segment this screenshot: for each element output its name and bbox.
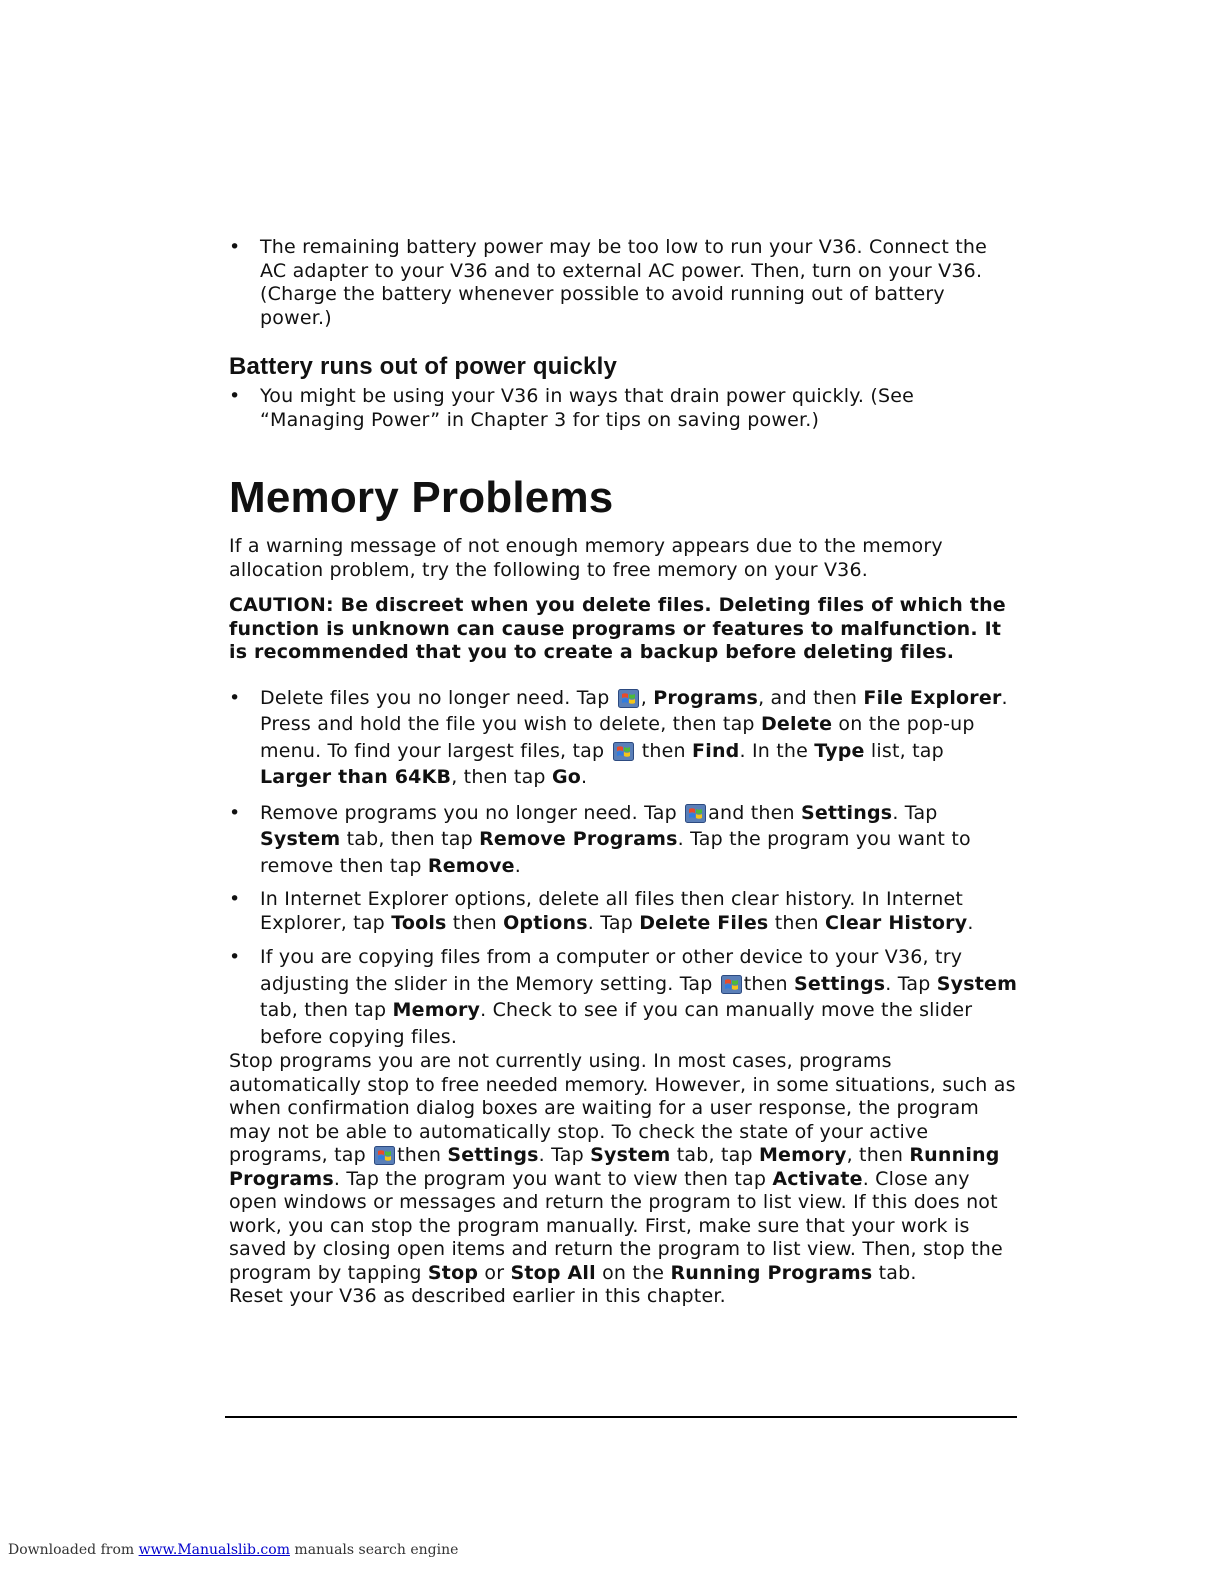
bullet-text: The remaining battery power may be too low to run your V36. Connect the AC adapter to your V36 and to external AC power. Then, turn on your V36. (Charge the battery whenever possible to avoid running out of battery power.): [260, 236, 987, 329]
text-run: . Tap: [538, 1144, 591, 1166]
ui-term: Tools: [391, 911, 447, 934]
ui-term: Programs: [653, 686, 759, 709]
windows-start-icon: [721, 975, 742, 994]
ui-term: Memory: [392, 999, 481, 1021]
text-run: . Tap: [885, 972, 937, 995]
windows-start-icon: [685, 804, 706, 823]
text-run: , then tap: [451, 766, 552, 788]
ui-term: Stop All: [510, 1261, 596, 1284]
ui-term: Memory: [758, 1144, 847, 1166]
text-run: .: [581, 766, 588, 788]
ui-term: Settings: [793, 972, 886, 995]
bullet-marker: •: [229, 946, 241, 968]
ui-term: Clear History: [824, 911, 968, 934]
text-run: on the pop-up menu. To find your largest files, tap: [260, 713, 975, 762]
ui-term: Options: [503, 911, 588, 934]
text-run: tab, then tap: [340, 828, 480, 850]
text-run: list, tap: [864, 739, 944, 762]
ui-term: Stop: [427, 1261, 479, 1284]
ui-term: Settings: [447, 1144, 539, 1166]
intro-paragraph: If a warning message of not enough memory appears due to the memory allocation problem, try the following to free memory on your V36.: [229, 535, 943, 581]
ui-term: Type: [814, 739, 865, 762]
text-run: ,: [640, 686, 654, 709]
text-run: . Tap: [587, 911, 640, 934]
text-run: Stop programs you are not currently using. In most cases, programs automatically stop to free needed memory. However, in some situations, such as when confirmation dialog boxes are waiting for a user response, the program may not be able to automatically stop. To check the state of your active programs, tap: [229, 1050, 1016, 1166]
bullet-marker: •: [229, 801, 241, 824]
text-run: . Tap the program you want to remove then tap: [260, 828, 971, 877]
text-run: then: [446, 911, 504, 934]
text-run: tab, then tap: [260, 999, 393, 1021]
ui-term: System: [590, 1144, 671, 1166]
subsection-heading: Battery runs out of power quickly: [229, 353, 617, 380]
bullet-text: You might be using your V36 in ways that drain power quickly. (See “Managing Power” in Chapter 3 for tips on saving power.): [260, 385, 915, 431]
text-run: then: [635, 739, 693, 762]
ui-term: Remove Programs: [479, 828, 678, 850]
bullet-marker: •: [229, 888, 241, 910]
text-run: . Check to see if you can manually move the slider before copying files.: [260, 999, 973, 1048]
ui-term: System: [936, 972, 1018, 995]
text-run: . Press and hold the file you wish to delete, then tap: [260, 686, 1008, 735]
windows-start-icon: [613, 742, 634, 761]
list-item: [229, 888, 1019, 935]
text-run: In Internet Explorer options, delete all files then clear history. In Internet Explorer, tap: [260, 888, 964, 934]
ui-term: Settings: [801, 801, 893, 824]
manualslib-link[interactable]: www.Manualslib.com: [138, 1542, 290, 1558]
ui-term: Find: [692, 739, 740, 762]
list-item: [229, 236, 1019, 330]
ui-term: Remove: [427, 854, 515, 877]
list-item: [229, 944, 1019, 1050]
text-run: . Tap the program you want to view then tap: [333, 1167, 773, 1190]
stop-programs-paragraph: [229, 1050, 1019, 1285]
text-run: then: [768, 911, 825, 934]
text-run: . In the: [739, 739, 815, 762]
text-run: Delete files you no longer need. Tap: [260, 686, 616, 709]
text-run: then: [397, 1144, 448, 1166]
ui-term: Larger than 64KB: [260, 766, 452, 788]
list-item: [229, 800, 1019, 880]
text-run: or: [478, 1261, 511, 1284]
text-run: Remove programs you no longer need. Tap: [260, 801, 684, 824]
ui-term: System: [260, 828, 341, 850]
list-item: [229, 385, 1019, 432]
memory-tips-list: [229, 685, 1019, 1051]
ui-term: File Explorer: [863, 686, 1002, 709]
ui-term: Delete Files: [639, 911, 769, 934]
download-footer: [8, 1542, 458, 1558]
section-title: Memory Problems: [229, 473, 614, 522]
caution-note: CAUTION: Be discreet when you delete files. Deleting files of which the function is unknown can cause programs or features to malfunction. It is recommended that you to create a backup before deleting files.: [229, 594, 1006, 663]
footer-suffix: manuals search engine: [289, 1542, 459, 1558]
bullet-marker: •: [229, 686, 241, 709]
bullet-marker: •: [229, 385, 241, 407]
ui-term: Activate: [772, 1167, 863, 1190]
footer-rule: [225, 1416, 1017, 1418]
ui-term: Running Programs: [229, 1144, 1000, 1190]
footer-prefix: Downloaded from: [8, 1542, 139, 1558]
list-item: [229, 685, 1019, 791]
text-run: , then: [846, 1144, 910, 1166]
ui-term: Delete: [760, 713, 833, 735]
windows-start-icon: [374, 1146, 395, 1165]
ui-term: Go: [551, 766, 581, 788]
windows-start-icon: [618, 689, 639, 708]
text-run: tab, tap: [670, 1144, 759, 1166]
ui-term: Running Programs: [670, 1261, 873, 1284]
bullet-marker: •: [229, 236, 241, 258]
text-run: . Close any open windows or messages and return the program to list view. If this does not work, you can stop the program manually. First, make sure that your work is saved by closing open items and return the program to list view. Then, stop the program by tapping: [229, 1167, 1003, 1284]
text-run: . Tap: [892, 801, 938, 824]
text-run: then: [743, 972, 794, 995]
reset-paragraph: Reset your V36 as described earlier in this chapter.: [229, 1285, 726, 1307]
text-run: on the: [595, 1261, 671, 1284]
text-run: If you are copying files from a computer or other device to your V36, try adjusting the slider in the Memory setting. Tap: [260, 946, 963, 995]
text-run: tab.: [872, 1261, 917, 1284]
text-run: .: [514, 854, 521, 877]
page-content: [229, 236, 1019, 1309]
text-run: , and then: [758, 686, 864, 709]
text-run: and then: [708, 801, 802, 824]
text-run: .: [967, 911, 974, 934]
